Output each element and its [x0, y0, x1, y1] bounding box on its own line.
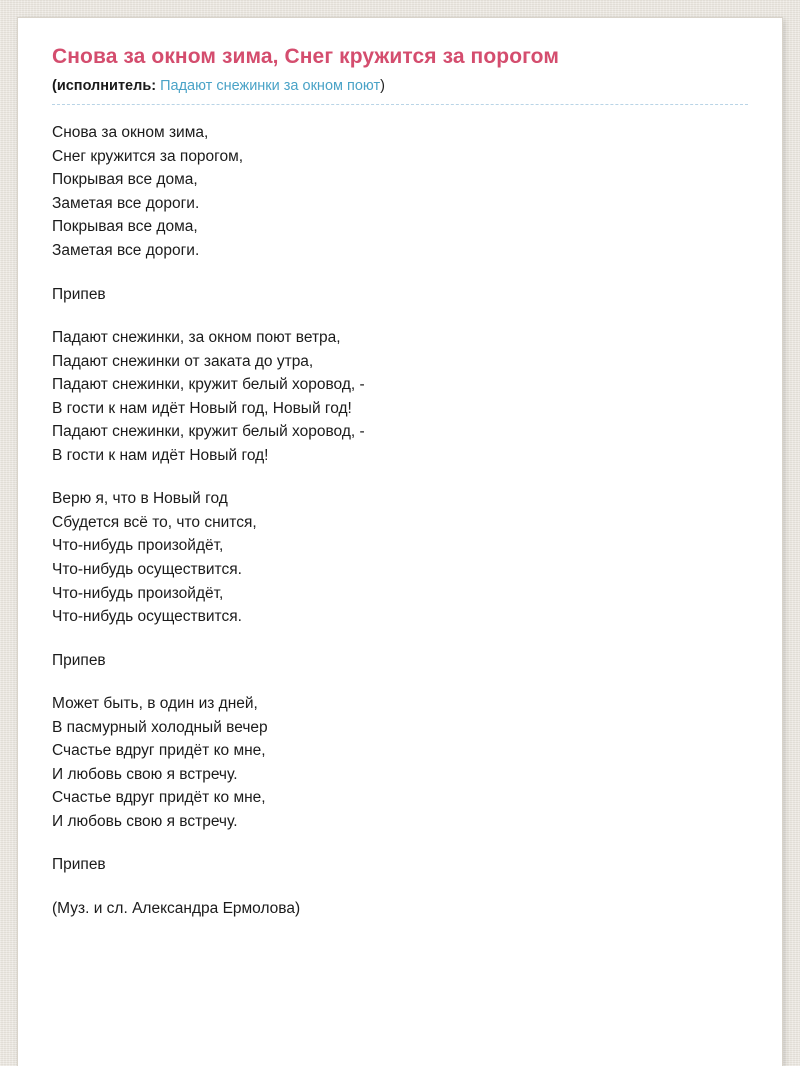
lyric-line: Счастье вдруг придёт ко мне, [52, 789, 266, 807]
lyric-line: Припев [52, 651, 106, 669]
artist-label: (исполнитель: [52, 78, 157, 95]
lyrics-block [52, 649, 748, 673]
page-title: Снова за окном зима, Снег кружится за порогом [52, 45, 559, 68]
lyric-line: Что-нибудь произойдёт, [52, 584, 224, 602]
lyric-line: Счастье вдруг придёт ко мне, [52, 742, 266, 760]
lyrics-block [52, 897, 748, 921]
lyric-line: В пасмурный холодный вечер [52, 718, 268, 736]
lyric-line: Покрывая все дома, [52, 171, 198, 189]
lyric-line: Припев [52, 285, 106, 303]
lyric-line: (Муз. и сл. Александра Ермолова) [52, 900, 301, 918]
lyrics-block [52, 692, 748, 833]
lyric-line: Снег кружится за порогом, [52, 147, 244, 165]
lyric-line: Что-нибудь осуществится. [52, 608, 242, 626]
lyric-line: Снова за окном зима, [52, 124, 209, 142]
lyric-line: Заметая все дороги. [52, 241, 200, 259]
lyric-line: Покрывая все дома, [52, 218, 198, 236]
lyric-line: Заметая все дороги. [52, 194, 200, 212]
lyric-line: И любовь свою я встречу. [52, 765, 238, 783]
lyric-line: Верю я, что в Новый год [52, 490, 228, 508]
artist-line [52, 78, 748, 105]
lyric-line: Падают снежинки, кружит белый хоровод, - [52, 423, 365, 441]
lyric-line: Может быть, в один из дней, [52, 695, 258, 713]
lyric-line: Сбудется всё то, что снится, [52, 513, 257, 531]
document-sheet [18, 18, 782, 1066]
lyric-line: Падают снежинки, за окном поют ветра, [52, 329, 341, 347]
lyric-line: Припев [52, 856, 106, 874]
lyric-line: В гости к нам идёт Новый год! [52, 446, 269, 464]
lyrics-block [52, 326, 748, 467]
artist-link[interactable]: Падают снежинки за окном поют [160, 78, 381, 95]
document-content [18, 18, 782, 921]
lyrics-block [52, 853, 748, 877]
lyric-line: Падают снежинки, кружит белый хоровод, - [52, 376, 365, 394]
lyric-line: И любовь свою я встречу. [52, 812, 238, 830]
artist-close-paren: ) [380, 78, 385, 95]
lyrics-block [52, 283, 748, 307]
lyrics-block [52, 487, 748, 628]
lyrics-body [52, 119, 748, 920]
lyric-line: В гости к нам идёт Новый год, Новый год! [52, 399, 352, 417]
lyric-line: Что-нибудь произойдёт, [52, 537, 224, 555]
lyric-line: Падают снежинки от заката до утра, [52, 352, 314, 370]
lyrics-block [52, 121, 748, 262]
lyric-line: Что-нибудь осуществится. [52, 561, 242, 578]
